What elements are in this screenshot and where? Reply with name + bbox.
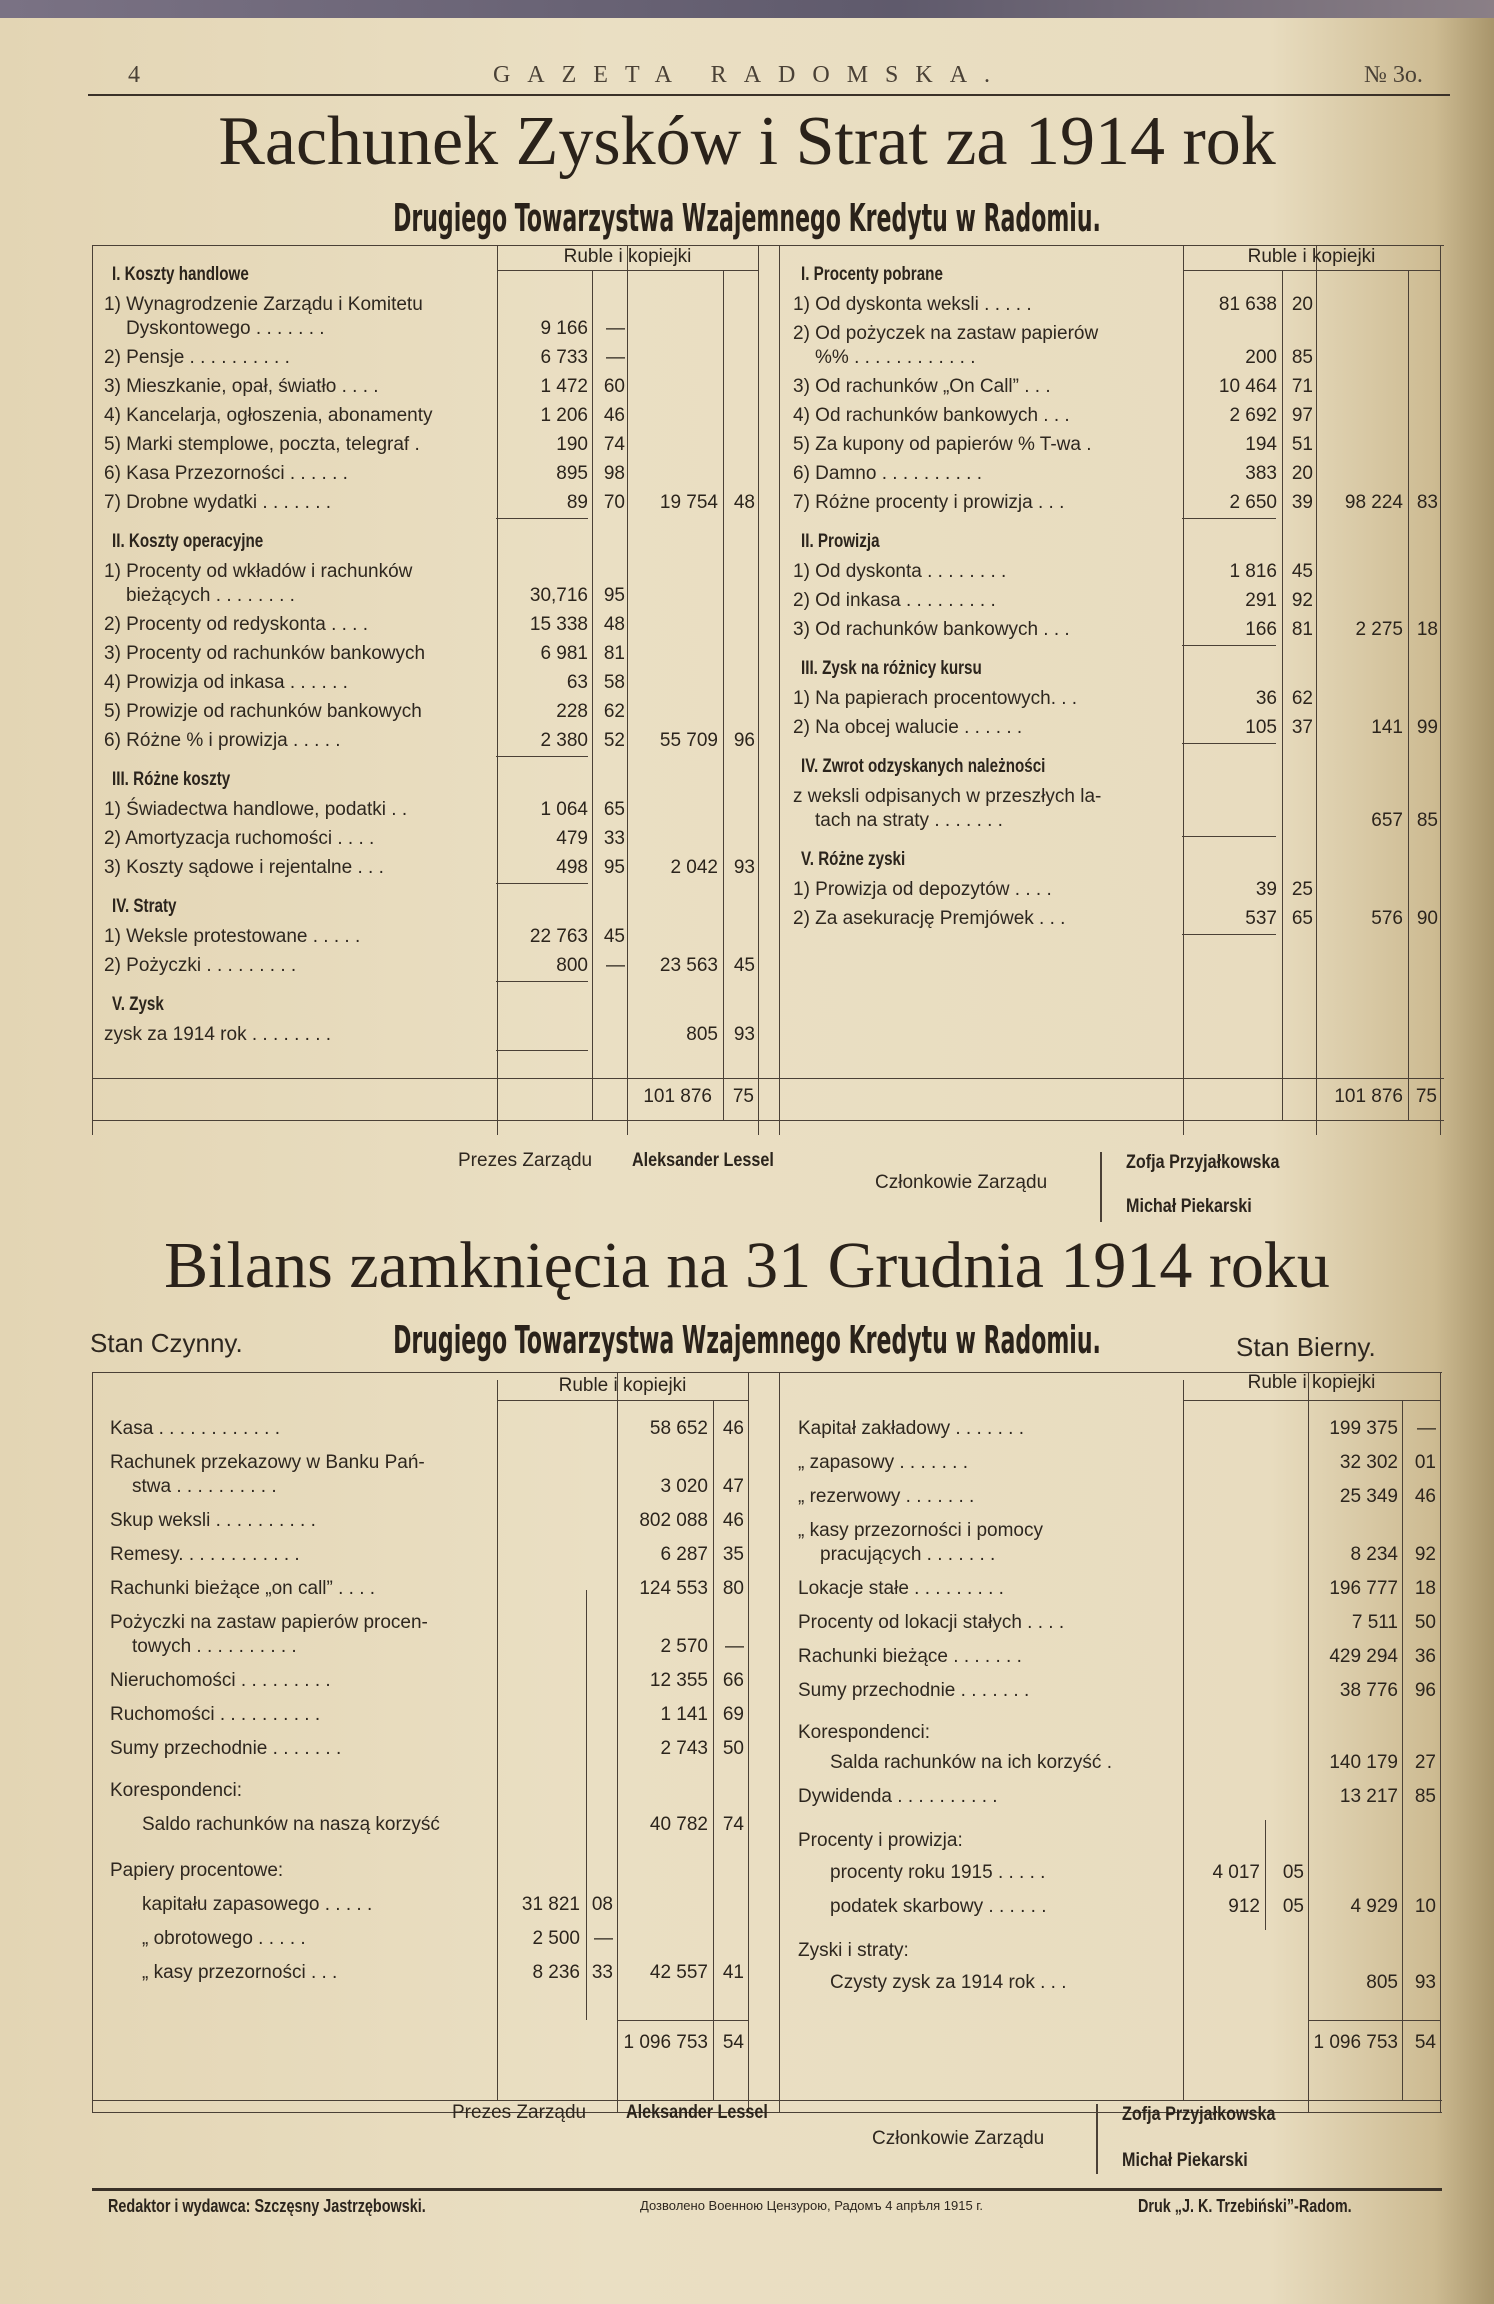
subtotal-rule: [1182, 934, 1276, 935]
item-kopeks: 48: [603, 614, 625, 635]
members-label-2: Członkowie Zarządu: [872, 2128, 1045, 2149]
line-item-label: 2) Procenty od redyskonta . . . .: [104, 614, 369, 635]
members-label: Członkowie Zarządu: [875, 1172, 1048, 1193]
member1-name: Zofja Przyjałkowska: [1126, 1152, 1280, 1173]
liabilities-grand-kopeks: 54: [1414, 2032, 1436, 2053]
paper-kopeks: —: [594, 1928, 613, 1949]
section-total-rubles: 141: [1371, 717, 1403, 738]
item-kopeks: 95: [603, 585, 625, 606]
item-rubles: 63: [566, 672, 588, 693]
liability-kopeks: 96: [1414, 1680, 1436, 1701]
line-item-label: 2) Amortyzacja ruchomości . . . .: [104, 828, 375, 849]
item-rubles: 228: [556, 701, 588, 722]
line-item-label: 1) Procenty od wkładów i rachunków: [104, 561, 413, 582]
section-title: II. Prowizja: [801, 531, 880, 552]
asset-label: Rachunki bieżące „on call” . . . .: [110, 1578, 376, 1599]
subtotal-rule: [496, 518, 588, 519]
dividend-label: Dywidenda . . . . . . . . . .: [798, 1786, 998, 1807]
asset-rubles: 2 743: [660, 1738, 708, 1759]
asset-rubles: 58 652: [649, 1418, 708, 1439]
section-title: IV. Zwrot odzyskanych należności: [801, 756, 1046, 777]
liability-rubles: 429 294: [1329, 1646, 1398, 1667]
issue-number: № 3o.: [1364, 62, 1423, 88]
liability-rubles: 140 179: [1329, 1752, 1398, 1773]
line-item-label-cont: %% . . . . . . . . . . . .: [815, 347, 976, 368]
paper-rubles: 31 821: [521, 1894, 580, 1915]
item-rubles: 166: [1245, 619, 1277, 640]
member2-name: Michał Piekarski: [1126, 1196, 1252, 1217]
asset-kopeks: 80: [722, 1578, 744, 1599]
interest-kopeks: 05: [1282, 1862, 1304, 1883]
liability-kopeks: 27: [1414, 1752, 1436, 1773]
liability-label: Lokacje stałe . . . . . . . . .: [798, 1578, 1004, 1599]
line-item-label: 2) Od pożyczek na zastaw papierów: [793, 323, 1099, 344]
item-rubles: 89: [566, 492, 588, 513]
item-kopeks: 58: [603, 672, 625, 693]
dividend-rubles: 13 217: [1339, 1786, 1398, 1807]
liability-rubles: 32 302: [1339, 1452, 1398, 1473]
member2-name-2: Michał Piekarski: [1122, 2150, 1248, 2171]
president-label: Prezes Zarządu: [458, 1150, 593, 1171]
item-rubles: 10 464: [1218, 376, 1277, 397]
line-item-label-cont: bieżących . . . . . . . .: [126, 585, 295, 606]
line-item-label: 1) Od dyskonta . . . . . . . .: [793, 561, 1007, 582]
line-item-label-cont: tach na straty . . . . . . .: [815, 810, 1003, 831]
asset-kopeks: —: [725, 1636, 744, 1657]
section-total-kopeks: 90: [1416, 908, 1438, 929]
asset-kopeks: 35: [722, 1544, 744, 1565]
line-item-label: 1) Świadectwa handlowe, podatki . .: [104, 799, 408, 820]
liability-kopeks: 36: [1414, 1646, 1436, 1667]
pl-right-col-header: Ruble i kopiejki: [1247, 246, 1376, 267]
section-title: V. Różne zyski: [801, 849, 906, 870]
asset-label: Rachunek przekazowy w Banku Pań-: [110, 1452, 425, 1473]
line-item-label: 5) Marki stemplowe, poczta, telegraf .: [104, 434, 420, 455]
item-rubles: 1 206: [540, 405, 588, 426]
section-title: III. Różne koszty: [112, 769, 231, 790]
asset-rubles: 2 570: [660, 1636, 708, 1657]
asset-label: Kasa . . . . . . . . . . . .: [110, 1418, 280, 1439]
asset-label-cont: stwa . . . . . . . . . .: [132, 1476, 277, 1497]
item-kopeks: 65: [1291, 908, 1313, 929]
item-kopeks: 45: [1291, 561, 1313, 582]
subtotal-rule: [496, 1050, 588, 1051]
item-kopeks: 25: [1291, 879, 1313, 900]
item-kopeks: 62: [603, 701, 625, 722]
line-item-label: 2) Za asekurację Premjówek . . .: [793, 908, 1066, 929]
footer-censor: Дозволено Военною Цензурою, Радомъ 4 апрѣля 1915 г.: [640, 2198, 984, 2213]
profit-kopeks: 93: [1414, 1972, 1436, 1993]
section-total-rubles: 55 709: [659, 730, 718, 751]
item-rubles: 190: [556, 434, 588, 455]
bal-title: Bilans zamknięcia na 31 Grudnia 1914 roku: [164, 1229, 1330, 1302]
asset-label: Ruchomości . . . . . . . . . .: [110, 1704, 321, 1725]
paper-label: kapitału zapasowego . . . . .: [142, 1894, 373, 1915]
papers-label: Papiery procentowe:: [110, 1860, 284, 1881]
item-kopeks: 20: [1291, 463, 1313, 484]
item-rubles: 479: [556, 828, 588, 849]
item-rubles: 895: [556, 463, 588, 484]
profit-label: Zyski i straty:: [798, 1940, 909, 1961]
item-kopeks: 85: [1291, 347, 1313, 368]
page-number: 4: [128, 62, 140, 88]
interest-item: procenty roku 1915 . . . . .: [830, 1862, 1046, 1883]
item-rubles: 2 692: [1229, 405, 1277, 426]
correspondents-item: Saldo rachunków na naszą korzyść: [142, 1814, 440, 1835]
item-rubles: 194: [1245, 434, 1277, 455]
subtotal-rule: [496, 883, 588, 884]
line-item-label: 1) Na papierach procentowych. . .: [793, 688, 1078, 709]
section-total-kopeks: 93: [733, 1024, 755, 1045]
item-rubles: 2 380: [540, 730, 588, 751]
line-item-label: z weksli odpisanych w przeszłych la-: [793, 786, 1102, 807]
pl-title: Rachunek Zysków i Strat za 1914 rok: [218, 103, 1276, 180]
item-rubles: 383: [1245, 463, 1277, 484]
line-item-label: 3) Od rachunków „On Call” . . .: [793, 376, 1051, 397]
subtotal-rule: [496, 756, 588, 757]
section-total-kopeks: 85: [1416, 810, 1438, 831]
section-total-rubles: 2 042: [670, 857, 718, 878]
section-total-kopeks: 83: [1416, 492, 1438, 513]
line-item-label-cont: Dyskontowego . . . . . . .: [126, 318, 325, 339]
liability-label: Kapitał zakładowy . . . . . . .: [798, 1418, 1024, 1439]
interest-total-kopeks: 10: [1414, 1896, 1436, 1917]
line-item-label: 4) Prowizja od inkasa . . . . . .: [104, 672, 348, 693]
correspondents-label: Korespondenci:: [798, 1722, 931, 1743]
item-kopeks: 46: [603, 405, 625, 426]
header-rule: [88, 94, 1450, 96]
item-kopeks: 71: [1291, 376, 1313, 397]
item-rubles: 6 981: [540, 643, 588, 664]
line-item-label: 4) Kancelarja, ogłoszenia, abonamenty: [104, 405, 433, 426]
item-rubles: 6 733: [540, 347, 588, 368]
pl-subtitle: Drugiego Towarzystwa Wzajemnego Kredytu w Radomiu.: [393, 196, 1101, 240]
liability-kopeks: 50: [1414, 1612, 1436, 1633]
asset-label: Sumy przechodnie . . . . . . .: [110, 1738, 342, 1759]
liability-rubles: 25 349: [1339, 1486, 1398, 1507]
profit-item: Czysty zysk za 1914 rok . . .: [830, 1972, 1067, 1993]
line-item-label: 6) Kasa Przezorności . . . . . .: [104, 463, 348, 484]
asset-rubles: 124 553: [639, 1578, 708, 1599]
asset-kopeks: 69: [722, 1704, 744, 1725]
liability-label: „ kasy przezorności i pomocy: [798, 1520, 1043, 1541]
asset-rubles: 40 782: [649, 1814, 708, 1835]
liabilities-heading: Stan Bierny.: [1236, 1332, 1376, 1362]
item-rubles: 800: [556, 955, 588, 976]
bal-subtitle: Drugiego Towarzystwa Wzajemnego Kredytu w Radomiu.: [393, 1318, 1101, 1362]
item-kopeks: —: [606, 347, 625, 368]
asset-rubles: 3 020: [660, 1476, 708, 1497]
footer-printer: Druk „J. K. Trzebiński”-Radom.: [1138, 2196, 1352, 2216]
pl-left-grand-kopeks: 75: [732, 1086, 754, 1107]
liability-kopeks: 92: [1414, 1544, 1436, 1565]
item-rubles: 2 650: [1229, 492, 1277, 513]
paper-kopeks: 33: [591, 1962, 613, 1983]
asset-kopeks: 47: [722, 1476, 744, 1497]
line-item-label: 7) Różne procenty i prowizja . . .: [793, 492, 1065, 513]
asset-rubles: 1 141: [660, 1704, 708, 1725]
asset-kopeks: 46: [722, 1510, 744, 1531]
line-item-label: 7) Drobne wydatki . . . . . . .: [104, 492, 332, 513]
assets-col-header: Ruble i kopiejki: [558, 1375, 687, 1396]
line-item-label: 2) Od inkasa . . . . . . . . .: [793, 590, 996, 611]
liability-kopeks: 46: [1414, 1486, 1436, 1507]
section-total-rubles: 2 275: [1355, 619, 1403, 640]
section-title: V. Zysk: [112, 994, 164, 1015]
item-rubles: 30,716: [529, 585, 588, 606]
item-kopeks: —: [606, 318, 625, 339]
item-kopeks: —: [606, 955, 625, 976]
paper-label: „ obrotowego . . . . .: [142, 1928, 306, 1949]
item-kopeks: 81: [603, 643, 625, 664]
item-rubles: 39: [1255, 879, 1277, 900]
item-kopeks: 97: [1291, 405, 1313, 426]
asset-label: Pożyczki na zastaw papierów procen-: [110, 1612, 428, 1633]
liability-rubles: 8 234: [1350, 1544, 1398, 1565]
dividend-kopeks: 85: [1414, 1786, 1436, 1807]
pl-left-grand-rubles: 101 876: [643, 1086, 712, 1107]
liability-rubles: 199 375: [1329, 1418, 1398, 1439]
member1-name-2: Zofja Przyjałkowska: [1122, 2104, 1276, 2125]
president-name: Aleksander Lessel: [632, 1150, 774, 1171]
asset-label: Skup weksli . . . . . . . . . .: [110, 1510, 316, 1531]
asset-rubles: 12 355: [649, 1670, 708, 1691]
asset-kopeks: 50: [722, 1738, 744, 1759]
section-title: IV. Straty: [112, 896, 177, 917]
line-item-label: 1) Wynagrodzenie Zarządu i Komitetu: [104, 294, 423, 315]
section-total-rubles: 98 224: [1344, 492, 1403, 513]
item-kopeks: 81: [1291, 619, 1313, 640]
item-kopeks: 51: [1291, 434, 1313, 455]
subtotal-rule: [496, 981, 588, 982]
section-total-kopeks: 93: [733, 857, 755, 878]
item-rubles: 291: [1245, 590, 1277, 611]
liability-label: Sumy przechodnie . . . . . . .: [798, 1680, 1030, 1701]
item-rubles: 15 338: [529, 614, 588, 635]
section-title: II. Koszty operacyjne: [112, 531, 264, 552]
item-kopeks: 98: [603, 463, 625, 484]
subtotal-rule: [1182, 518, 1276, 519]
asset-kopeks: 74: [722, 1814, 744, 1835]
assets-heading: Stan Czynny.: [90, 1328, 243, 1358]
item-kopeks: 37: [1291, 717, 1313, 738]
item-rubles: 9 166: [540, 318, 588, 339]
line-item-label: 2) Na obcej walucie . . . . . .: [793, 717, 1023, 738]
liability-label: „ rezerwowy . . . . . . .: [798, 1486, 975, 1507]
asset-label: Nieruchomości . . . . . . . . .: [110, 1670, 331, 1691]
liability-kopeks: —: [1417, 1418, 1436, 1439]
pl-right-grand-kopeks: 75: [1415, 1086, 1437, 1107]
paper-label: „ kasy przezorności . . .: [142, 1962, 338, 1983]
assets-grand-rubles: 1 096 753: [623, 2032, 708, 2053]
section-total-kopeks: 96: [733, 730, 755, 751]
asset-rubles: 802 088: [639, 1510, 708, 1531]
item-rubles: 105: [1245, 717, 1277, 738]
item-rubles: 1 064: [540, 799, 588, 820]
section-total-rubles: 805: [686, 1024, 718, 1045]
line-item-label: zysk za 1914 rok . . . . . . . .: [104, 1024, 332, 1045]
president-name-2: Aleksander Lessel: [626, 2102, 768, 2123]
line-item-label: 6) Różne % i prowizja . . . . .: [104, 730, 341, 751]
asset-kopeks: 46: [722, 1418, 744, 1439]
section-total-kopeks: 99: [1416, 717, 1438, 738]
liabilities-col-header: Ruble i kopiejki: [1247, 1372, 1376, 1393]
liability-rubles: 38 776: [1339, 1680, 1398, 1701]
liability-kopeks: 18: [1414, 1578, 1436, 1599]
papers-total-rubles: 42 557: [649, 1962, 708, 1983]
asset-kopeks: 66: [722, 1670, 744, 1691]
section-title: I. Procenty pobrane: [801, 264, 943, 285]
liability-label: „ zapasowy . . . . . . .: [798, 1452, 968, 1473]
interest-rubles: 912: [1228, 1896, 1260, 1917]
section-total-rubles: 19 754: [659, 492, 718, 513]
interest-item: podatek skarbowy . . . . . .: [830, 1896, 1047, 1917]
item-rubles: 537: [1245, 908, 1277, 929]
item-kopeks: 20: [1291, 294, 1313, 315]
section-total-rubles: 23 563: [659, 955, 718, 976]
papers-total-kopeks: 41: [722, 1962, 744, 1983]
interest-rubles: 4 017: [1212, 1862, 1260, 1883]
asset-rubles: 6 287: [660, 1544, 708, 1565]
item-rubles: 1 472: [540, 376, 588, 397]
pl-left-col-header: Ruble i kopiejki: [563, 246, 692, 267]
asset-label: Remesy. . . . . . . . . . . .: [110, 1544, 300, 1565]
liability-rubles: 7 511: [1351, 1612, 1398, 1633]
interest-total-rubles: 4 929: [1350, 1896, 1398, 1917]
section-total-kopeks: 48: [733, 492, 755, 513]
subtotal-rule: [1182, 836, 1276, 837]
item-kopeks: 39: [1291, 492, 1313, 513]
liability-kopeks: 01: [1414, 1452, 1436, 1473]
liability-rubles: 196 777: [1329, 1578, 1398, 1599]
line-item-label: 1) Od dyskonta weksli . . . . .: [793, 294, 1032, 315]
pl-right-grand-rubles: 101 876: [1334, 1086, 1403, 1107]
paper-kopeks: 08: [591, 1894, 613, 1915]
correspondents-label: Korespondenci:: [110, 1780, 243, 1801]
subtotal-rule: [1182, 743, 1276, 744]
item-kopeks: 62: [1291, 688, 1313, 709]
liability-label-cont: pracujących . . . . . . .: [820, 1544, 996, 1565]
liabilities-grand-rubles: 1 096 753: [1313, 2032, 1398, 2053]
line-item-label: 1) Prowizja od depozytów . . . .: [793, 879, 1052, 900]
asset-label-cont: towych . . . . . . . . . .: [132, 1636, 297, 1657]
liability-label: Rachunki bieżące . . . . . . .: [798, 1646, 1022, 1667]
assets-grand-kopeks: 54: [722, 2032, 744, 2053]
interest-kopeks: 05: [1282, 1896, 1304, 1917]
correspondents-item: Salda rachunków na ich korzyść .: [830, 1752, 1112, 1773]
interest-label: Procenty i prowizja:: [798, 1830, 963, 1851]
president-label-2: Prezes Zarządu: [452, 2102, 587, 2123]
newspaper-name: GAZETA RADOMSKA.: [492, 62, 1008, 88]
line-item-label: 5) Za kupony od papierów % T-wa .: [793, 434, 1092, 455]
section-total-kopeks: 18: [1416, 619, 1438, 640]
item-kopeks: 45: [603, 926, 625, 947]
section-title: I. Koszty handlowe: [112, 264, 249, 285]
item-kopeks: 52: [603, 730, 625, 751]
scan-edge: [0, 0, 1494, 18]
item-kopeks: 95: [603, 857, 625, 878]
paper-rubles: 8 236: [532, 1962, 580, 1983]
line-item-label: 4) Od rachunków bankowych . . .: [793, 405, 1070, 426]
line-item-label: 3) Koszty sądowe i rejentalne . . .: [104, 857, 384, 878]
item-rubles: 498: [556, 857, 588, 878]
item-kopeks: 92: [1291, 590, 1313, 611]
item-rubles: 81 638: [1218, 294, 1277, 315]
footer-rule: [92, 2188, 1442, 2191]
item-kopeks: 70: [603, 492, 625, 513]
item-kopeks: 60: [603, 376, 625, 397]
liability-label: Procenty od lokacji stałych . . . .: [798, 1612, 1065, 1633]
line-item-label: 2) Pożyczki . . . . . . . . .: [104, 955, 297, 976]
item-rubles: 36: [1255, 688, 1277, 709]
line-item-label: 5) Prowizje od rachunków bankowych: [104, 701, 422, 722]
item-kopeks: 33: [603, 828, 625, 849]
line-item-label: 2) Pensje . . . . . . . . . .: [104, 347, 290, 368]
section-total-rubles: 576: [1371, 908, 1403, 929]
section-total-rubles: 657: [1371, 810, 1403, 831]
line-item-label: 3) Procenty od rachunków bankowych: [104, 643, 426, 664]
subtotal-rule: [1182, 645, 1276, 646]
section-total-kopeks: 45: [733, 955, 755, 976]
item-rubles: 200: [1245, 347, 1277, 368]
paper-rubles: 2 500: [532, 1928, 580, 1949]
item-rubles: 22 763: [529, 926, 588, 947]
profit-rubles: 805: [1366, 1972, 1398, 1993]
item-kopeks: 65: [603, 799, 625, 820]
line-item-label: 3) Od rachunków bankowych . . .: [793, 619, 1070, 640]
item-kopeks: 74: [603, 434, 625, 455]
line-item-label: 6) Damno . . . . . . . . . .: [793, 463, 982, 484]
footer-editor: Redaktor i wydawca: Szczęsny Jastrzębowski.: [108, 2196, 426, 2216]
item-rubles: 1 816: [1229, 561, 1277, 582]
section-title: III. Zysk na różnicy kursu: [801, 658, 982, 679]
line-item-label: 3) Mieszkanie, opał, światło . . . .: [104, 376, 379, 397]
line-item-label: 1) Weksle protestowane . . . . .: [104, 926, 361, 947]
